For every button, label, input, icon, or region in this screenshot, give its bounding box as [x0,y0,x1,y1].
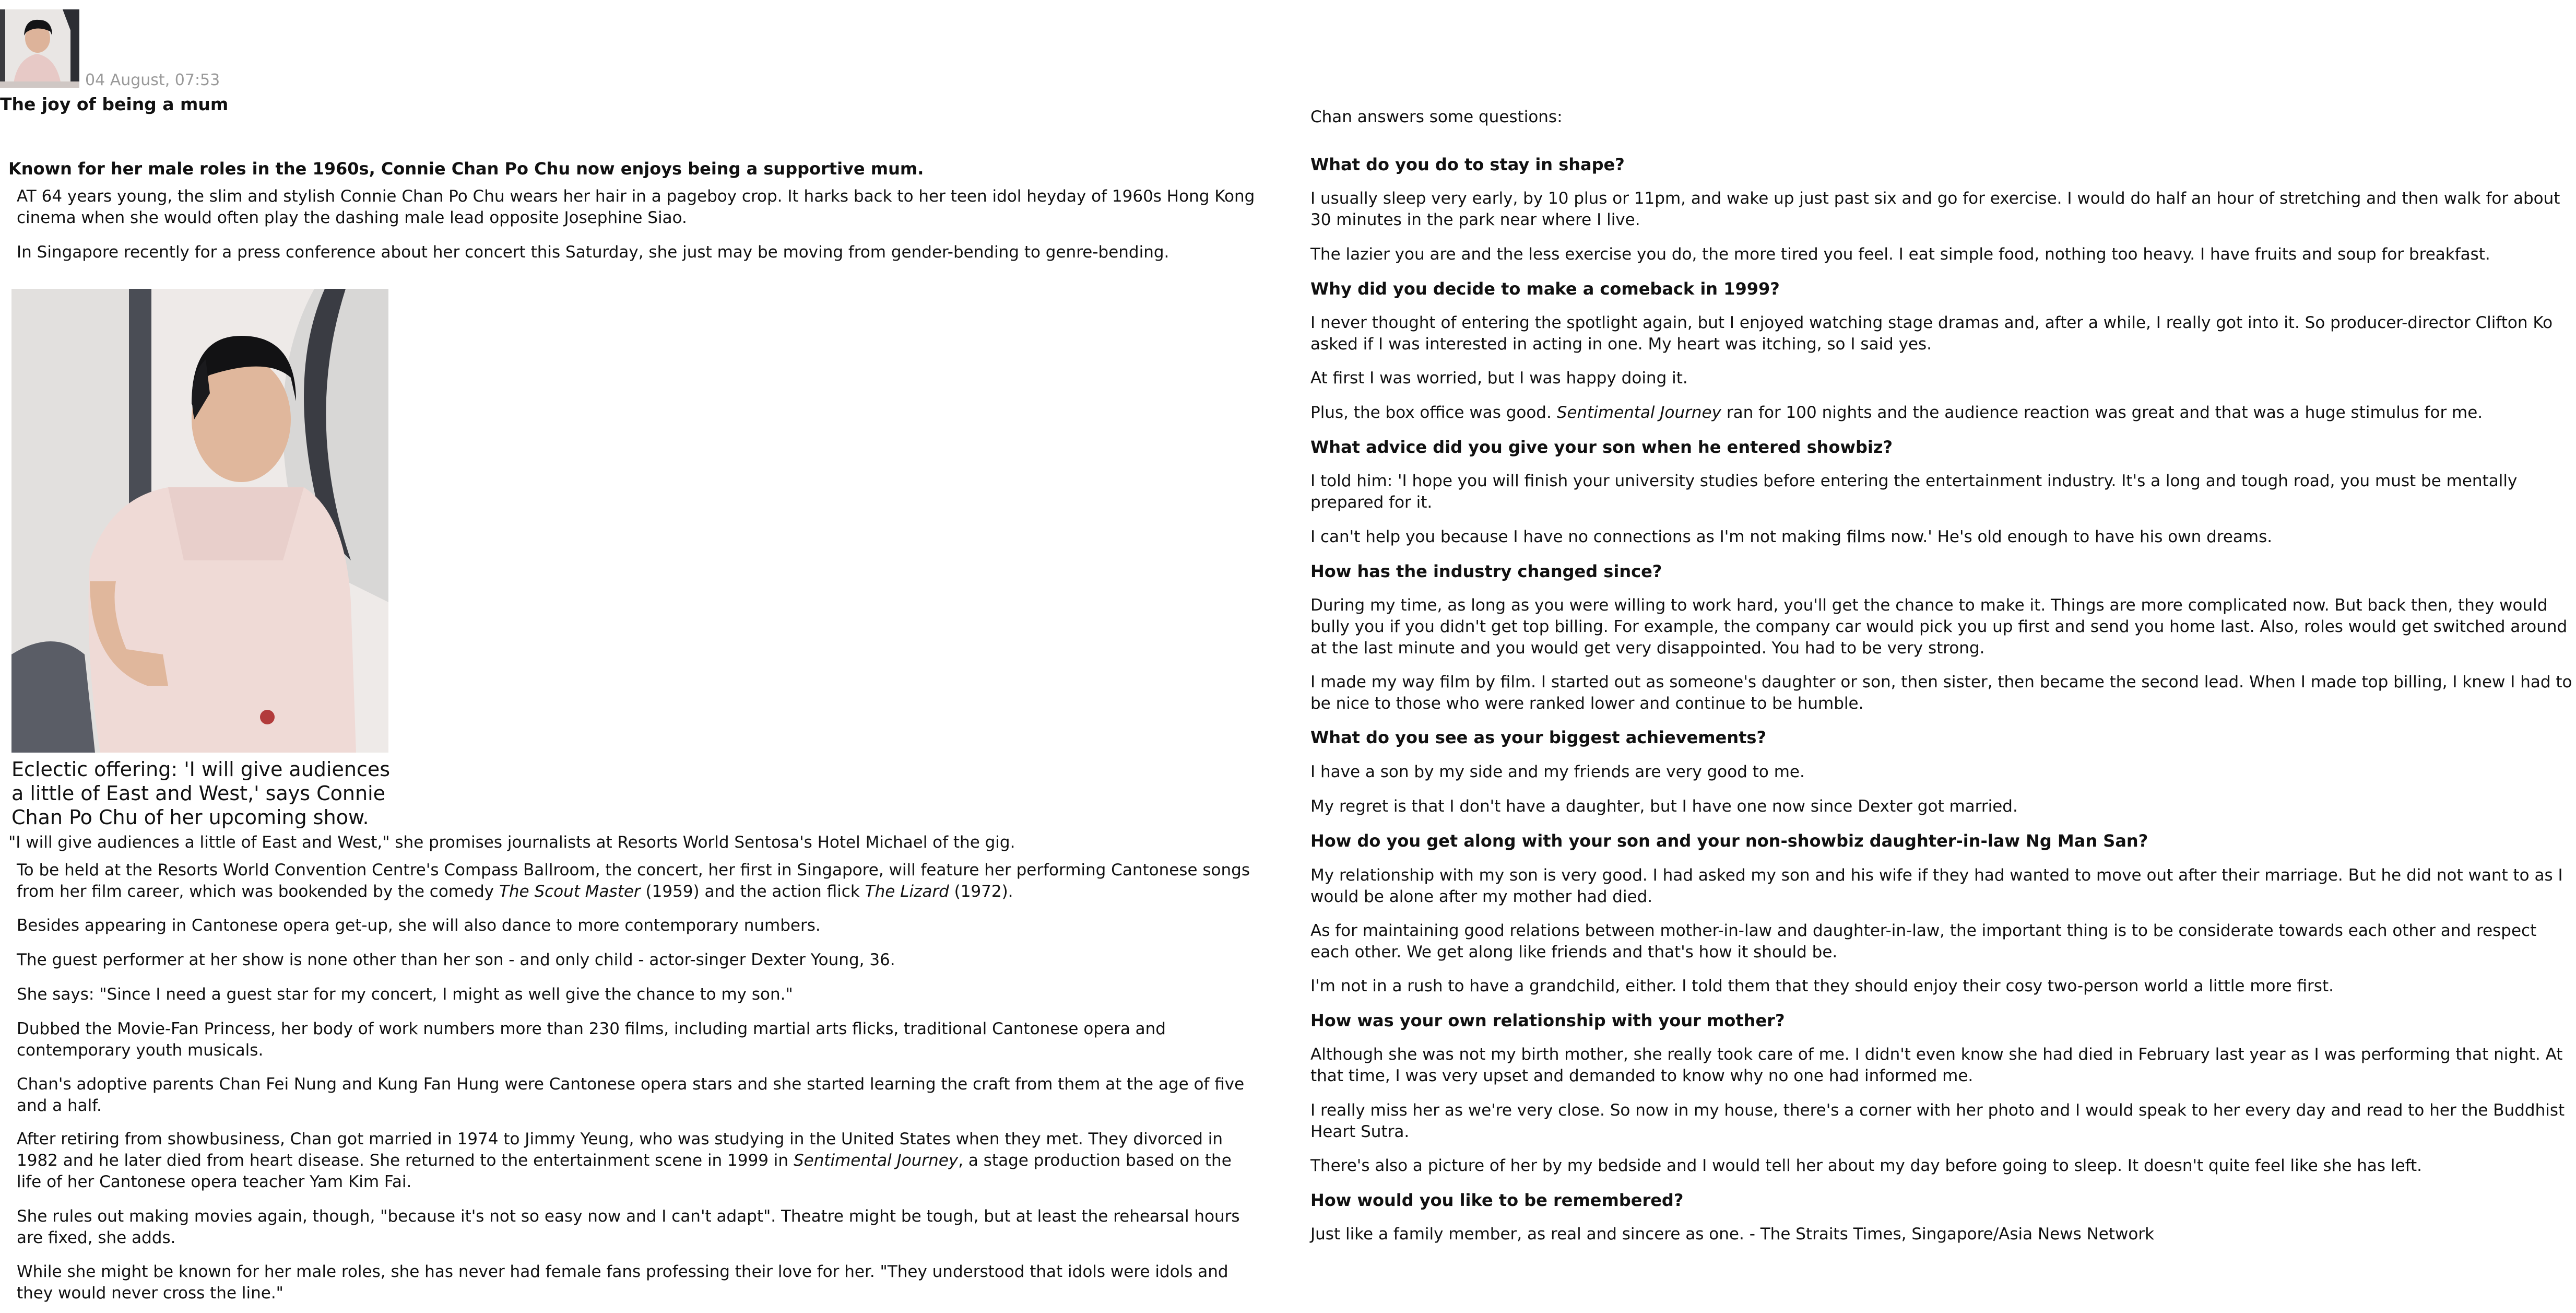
question-heading [1310,1190,2574,1211]
question-text: What advice did you give your son when he entered showbiz? [1310,437,1893,457]
portrait-image [11,289,388,753]
question-text: How was your own relationship with your mother? [1310,1011,1785,1030]
text-run: ran for 100 nights and the audience reaction was great and that was a huge stimulus for me. [1721,403,2483,422]
question-text: How would you like to be remembered? [1310,1190,1684,1210]
avatar-image [0,9,79,88]
interview-intro [1310,107,2574,128]
question-heading [1310,727,2574,748]
question-heading [1310,1010,2574,1031]
paragraph-text: There's also a picture of her by my bedside and I would tell her about my day before going to sleep. It doesn't quite feel like she has left. [1310,1156,2422,1175]
text-run: To be held at the Resorts World Convention Centre's Compass Ballroom, the concert, her first in Singapore, will feature her performing Cantonese songs from her film career, which was bookended by the comedy [17,861,1250,901]
paragraph-text [17,1129,1259,1193]
film-title: The Scout Master [499,882,641,901]
article-paragraph [17,242,1259,263]
answer-paragraph [1310,1155,2574,1177]
article-paragraph [17,1018,1259,1061]
answer-paragraph [1310,976,2574,997]
interview-column [1310,0,2574,1313]
text-run: (1959) and the action flick [640,882,865,901]
answer-paragraph [1310,1224,2574,1245]
film-title: Sentimental Journey [1556,403,1721,422]
text-run: (1972). [949,882,1013,901]
paragraph-text: I never thought of entering the spotlight again, but I enjoyed watching stage dramas and, after a while, I really got into it. So producer-director Clifton Ko asked if I was interested in acting in one. My heart was itching, so I said yes. [1310,313,2553,354]
answer-paragraph [1310,188,2574,231]
answer-paragraph [1310,368,2574,389]
paragraph-text: I really miss her as we're very close. So now in my house, there's a corner with her photo and I would speak to her every day and read to her the Buddhist Heart Sutra. [1310,1101,2565,1141]
article-title: The joy of being a mum [0,94,229,114]
paragraph-text: Dubbed the Movie-Fan Princess, her body of work numbers more than 230 films, including martial arts flicks, traditional Cantonese opera and contemporary youth musicals. [17,1019,1166,1060]
author-avatar[interactable] [0,9,79,88]
paragraph-text: I told him: 'I hope you will finish your university studies before entering the entertainment industry. It's a long and tough road, you must be mentally prepared for it. [1310,472,2518,512]
paragraph-text [1310,402,2574,424]
answer-paragraph [1310,471,2574,513]
paragraph-text: I made my way film by film. I started out as someone's daughter or son, then sister, then became the second lead. When I made top billing, I knew I had to be nice to those who were ranked lower and continue to be humble. [1310,673,2572,713]
answer-paragraph [1310,672,2574,714]
paragraph-text: My regret is that I don't have a daughter, but I have one now since Dexter got married. [1310,797,2018,816]
article-column [0,0,1284,1313]
film-title: Sentimental Journey [793,1151,959,1170]
answer-paragraph [1310,761,2574,783]
paragraph-text: During my time, as long as you were willing to work hard, you'll get the chance to make it. Things are more complicated now. But back then, they would bully you if you didn't get top billing. For example, the company car would pick you up first and send you home last. Also, roles would get switched around at the last minute and you would get very disappointed. You had to be very strong. [1310,596,2568,658]
question-text: What do you do to stay in shape? [1310,155,1625,174]
answer-paragraph [1310,526,2574,548]
paragraph-text: AT 64 years young, the slim and stylish Connie Chan Po Chu wears her hair in a pageboy crop. It harks back to her teen idol heyday of 1960s Hong Kong cinema when she would often play the dashing male lead opposite Josephine Siao. [17,187,1255,227]
paragraph-text: Just like a family member, as real and sincere as one. - The Straits Times, Singapore/Asia News Network [1310,1225,2155,1244]
article-paragraph [17,949,1259,971]
paragraph-text: As for maintaining good relations between mother-in-law and daughter-in-law, the important thing is to be considerate towards each other and respect each other. We get along like friends and that's how it should be. [1310,921,2537,962]
question-heading [1310,154,2574,175]
question-heading [1310,278,2574,300]
paragraph-text: Although she was not my birth mother, she really took care of me. I didn't even know she had died in February last year as I was performing that night. At that time, I was very upset and demanded to know why no one had informed me. [1310,1045,2563,1085]
text-run: , a stage production based on the life of her Cantonese opera teacher Yam Kim Fai. [17,1151,1232,1191]
answer-paragraph [1310,920,2574,963]
photo-caption: Eclectic offering: 'I will give audiences a little of East and West,' says Connie Chan Po Chu of her upcoming show. [11,758,391,829]
film-title: The Lizard [865,882,949,901]
paragraph-text: My relationship with my son is very good. I had asked my son and his wife if they had wanted to move out after their marriage. But he did not want to as I would be alone after my mother had died. [1310,866,2563,906]
answer-paragraph [1310,1100,2574,1143]
answer-paragraph [1310,244,2574,265]
paragraph-text: She rules out making movies again, though, "because it's not so easy now and I can't adapt". Theatre might be tough, but at least the rehearsal hours are fixed, she adds. [17,1207,1240,1247]
question-text: How do you get along with your son and your non-showbiz daughter-in-law Ng Man San? [1310,831,2148,851]
article-photo [11,289,388,753]
paragraph-text: Chan answers some questions: [1310,108,1563,126]
paragraph-text: She says: "Since I need a guest star for my concert, I might as well give the chance to my son." [17,985,793,1004]
paragraph-text: The guest performer at her show is none other than her son - and only child - actor-singer Dexter Young, 36. [17,951,895,969]
answer-paragraph [1310,312,2574,355]
question-text: Why did you decide to make a comeback in 1999? [1310,279,1780,299]
paragraph-text: I can't help you because I have no connections as I'm not making films now.' He's old enough to have his own dreams. [1310,527,2273,546]
answer-paragraph [1310,865,2574,908]
article-paragraph [17,186,1259,229]
text-run: Plus, the box office was good. [1310,403,1557,422]
question-heading [1310,437,2574,458]
article-paragraph [17,860,1259,902]
article-paragraph [17,1074,1259,1117]
paragraph-text: While she might be known for her male roles, she has never had female fans professing their love for her. "They understood that idols were idols and they would never cross the line." [17,1262,1228,1303]
article-paragraph [17,1206,1259,1249]
paragraph-text: The lazier you are and the less exercise you do, the more tired you feel. I eat simple food, nothing too heavy. I have fruits and soup for breakfast. [1310,245,2490,264]
answer-paragraph [1310,1044,2574,1087]
article-paragraph [17,915,1259,936]
article-paragraph [17,1261,1259,1304]
paragraph-text: At first I was worried, but I was happy doing it. [1310,369,1688,388]
question-heading [1310,830,2574,852]
answer-paragraph [1310,595,2574,659]
paragraph-text: In Singapore recently for a press conference about her concert this Saturday, she just may be moving from gender-bending to genre-bending. [17,243,1169,262]
question-heading [1310,561,2574,582]
paragraph-text: I'm not in a rush to have a grandchild, either. I told them that they should enjoy their cosy two-person world a little more first. [1310,977,2334,995]
text-run: After retiring from showbusiness, Chan got married in 1974 to Jimmy Yeung, who was studying in the United States when they met. They divorced in 1982 and he later died from heart disease. She returned to the entertainment scene in 1999 in [17,1130,1223,1170]
question-text: How has the industry changed since? [1310,561,1662,581]
quote-text: "I will give audiences a little of East and West," she promises journalists at Resorts World Sentosa's Hotel Michael of the gig. [8,833,1015,852]
post-timestamp: 04 August, 07:53 [85,71,220,89]
article-lead: Known for her male roles in the 1960s, Connie Chan Po Chu now enjoys being a supportive mum. [8,159,924,179]
paragraph-text: Besides appearing in Cantonese opera get-up, she will also dance to more contemporary numbers. [17,916,821,935]
pull-quote [8,832,1261,853]
question-text: What do you see as your biggest achievements? [1310,728,1767,747]
paragraph-text: Chan's adoptive parents Chan Fei Nung and Kung Fan Hung were Cantonese opera stars and she started learning the craft from them at the age of five and a half. [17,1075,1245,1115]
answer-paragraph [1310,402,2574,424]
paragraph-text: I have a son by my side and my friends are very good to me. [1310,763,1805,781]
article-paragraph [17,984,1259,1005]
paragraph-text [17,860,1259,902]
article-paragraph [17,1129,1259,1193]
answer-paragraph [1310,796,2574,817]
paragraph-text: I usually sleep very early, by 10 plus or 11pm, and wake up just past six and go for exercise. I would do half an hour of stretching and then walk for about 30 minutes in the park near where I live. [1310,189,2560,229]
